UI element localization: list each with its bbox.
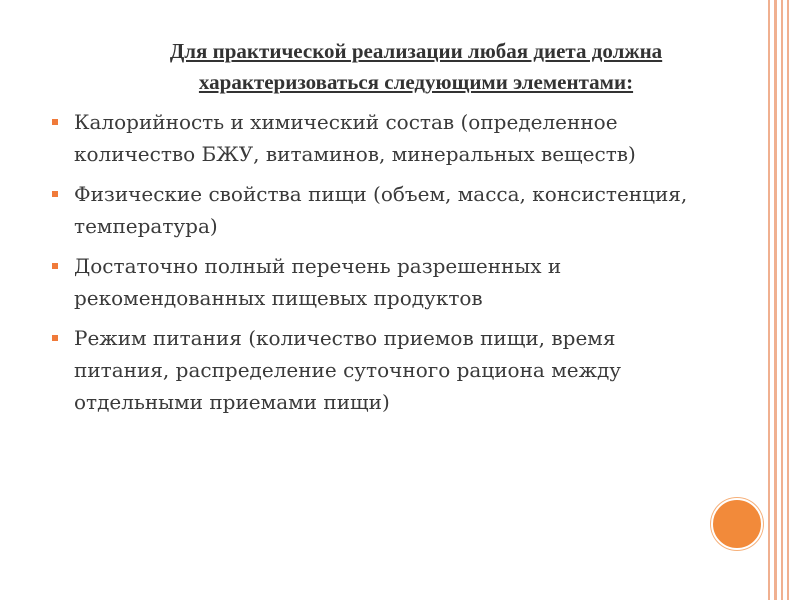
frame-rule xyxy=(768,0,770,600)
frame-rule xyxy=(787,0,789,600)
accent-circle xyxy=(711,498,763,550)
frame-rule xyxy=(781,0,783,600)
slide-content xyxy=(52,36,742,426)
bullet-item xyxy=(52,106,742,170)
bullet-marker xyxy=(52,263,58,269)
bullet-item xyxy=(52,250,742,314)
slide-heading: Для практической реализации любая диета должна характеризоваться следующими элементами: xyxy=(169,39,663,94)
bullet-text: Калорийность и химический состав (определенное количество БЖУ, витаминов, минеральных веществ) xyxy=(74,110,636,166)
bullet-text: Физические свойства пищи (объем, масса, консистенция, температура) xyxy=(74,182,688,238)
bullet-marker xyxy=(52,335,58,341)
bullet-item xyxy=(52,322,742,418)
bullet-list xyxy=(52,106,742,418)
bullet-text: Режим питания (количество приемов пищи, время питания, распределение суточного рациона между отдельными приемами пищи) xyxy=(74,326,622,414)
frame-rule xyxy=(774,0,777,600)
bullet-text: Достаточно полный перечень разрешенных и рекомендованных пищевых продуктов xyxy=(74,254,562,310)
bullet-marker xyxy=(52,119,58,125)
bullet-item xyxy=(52,178,742,242)
bullet-marker xyxy=(52,191,58,197)
